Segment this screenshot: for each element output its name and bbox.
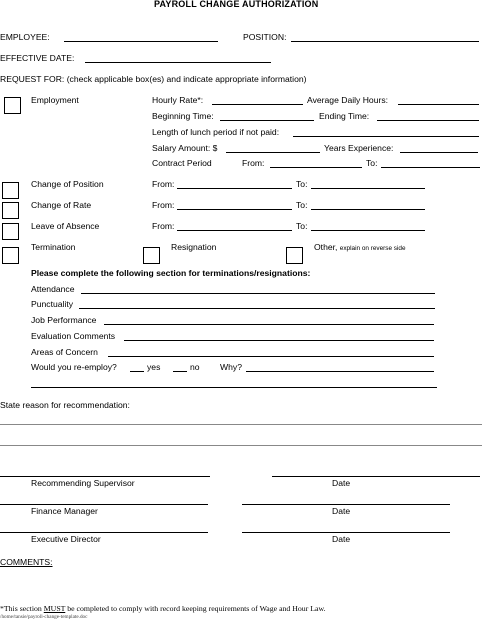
- footnote-prefix: *This section: [0, 604, 44, 613]
- other-note: explain on reverse side: [339, 245, 406, 252]
- contract-from-field[interactable]: [270, 167, 362, 168]
- other-label: [314, 243, 406, 252]
- resignation-checkbox[interactable]: [143, 247, 160, 264]
- reemploy-no-field[interactable]: [173, 371, 187, 372]
- reemploy-label: Would you re-employ?: [31, 362, 117, 372]
- change-rate-checkbox[interactable]: [2, 202, 19, 219]
- why-field[interactable]: [246, 371, 434, 372]
- change-position-label: Change of Position: [31, 179, 104, 189]
- attendance-label: Attendance: [31, 284, 75, 294]
- supervisor-signature-line[interactable]: [0, 476, 210, 477]
- comments-label: COMMENTS:: [0, 557, 53, 567]
- finance-signature-line[interactable]: [0, 504, 208, 505]
- finance-date-line[interactable]: [242, 504, 450, 505]
- why-label: Why?: [220, 362, 242, 372]
- finance-date-label: Date: [332, 506, 351, 516]
- resignation-label: Resignation: [171, 242, 217, 252]
- job-performance-label: Job Performance: [31, 315, 97, 325]
- leave-absence-label: Leave of Absence: [31, 221, 100, 231]
- reason-line-1[interactable]: [0, 424, 482, 425]
- change-position-from-field[interactable]: [177, 188, 292, 189]
- hourly-rate-field[interactable]: [212, 104, 303, 105]
- years-experience-field[interactable]: [400, 152, 478, 153]
- punctuality-field[interactable]: [79, 308, 435, 309]
- evaluation-comments-field[interactable]: [124, 340, 434, 341]
- lunch-period-field[interactable]: [293, 136, 479, 137]
- effective-date-field[interactable]: [85, 62, 271, 63]
- other-checkbox[interactable]: [286, 247, 303, 264]
- areas-of-concern-field[interactable]: [108, 356, 434, 357]
- avg-daily-hours-label: Average Daily Hours:: [307, 95, 389, 105]
- other-label-text: Other,: [314, 242, 338, 252]
- leave-absence-to-label: To:: [296, 221, 308, 231]
- contract-to-label: To:: [366, 158, 378, 168]
- beginning-time-field[interactable]: [220, 120, 314, 121]
- employee-field[interactable]: [64, 41, 218, 42]
- change-position-checkbox[interactable]: [2, 182, 19, 199]
- position-field[interactable]: [291, 41, 479, 42]
- leave-absence-from-label: From:: [152, 221, 175, 231]
- file-path: /home/tansie/payroll-change-template.doc: [0, 614, 88, 620]
- beginning-time-label: Beginning Time:: [152, 111, 214, 121]
- hourly-rate-label: Hourly Rate*:: [152, 95, 204, 105]
- position-label: POSITION:: [243, 32, 287, 42]
- avg-daily-hours-field[interactable]: [398, 104, 479, 105]
- change-rate-from-label: From:: [152, 200, 175, 210]
- areas-of-concern-label: Areas of Concern: [31, 347, 98, 357]
- form-title: PAYROLL CHANGE AUTHORIZATION: [154, 0, 319, 9]
- lunch-period-label: Length of lunch period if not paid:: [152, 127, 280, 137]
- recommending-supervisor-label: Recommending Supervisor: [31, 478, 135, 488]
- supervisor-date-label: Date: [332, 478, 351, 488]
- change-rate-to-label: To:: [296, 200, 308, 210]
- change-position-to-field[interactable]: [311, 188, 425, 189]
- supervisor-date-line[interactable]: [272, 476, 480, 477]
- termination-label: Termination: [31, 242, 76, 252]
- why-continued-line[interactable]: [31, 387, 437, 388]
- evaluation-comments-label: Evaluation Comments: [31, 331, 116, 341]
- reemploy-yes-label: yes: [147, 362, 161, 372]
- change-rate-label: Change of Rate: [31, 200, 92, 210]
- punctuality-label: Punctuality: [31, 299, 74, 309]
- footnote: [0, 605, 326, 613]
- leave-absence-from-field[interactable]: [177, 230, 292, 231]
- executive-director-label: Executive Director: [31, 534, 101, 544]
- contract-from-label: From:: [242, 158, 265, 168]
- leave-absence-to-field[interactable]: [311, 230, 425, 231]
- employment-checkbox[interactable]: [4, 97, 21, 114]
- employee-label: EMPLOYEE:: [0, 32, 50, 42]
- reason-line-2[interactable]: [0, 445, 482, 446]
- contract-to-field[interactable]: [381, 167, 480, 168]
- reemploy-yes-field[interactable]: [130, 371, 144, 372]
- contract-period-label: Contract Period: [152, 158, 212, 168]
- section-heading: Please complete the following section for terminations/resignations:: [31, 268, 311, 278]
- change-rate-from-field[interactable]: [177, 209, 292, 210]
- salary-amount-field[interactable]: [226, 152, 320, 153]
- change-rate-to-field[interactable]: [311, 209, 425, 210]
- attendance-field[interactable]: [81, 293, 435, 294]
- footnote-suffix: be completed to comply with record keeping requirements of Wage and Hour Law.: [65, 604, 326, 613]
- effective-date-label: EFFECTIVE DATE:: [0, 53, 75, 63]
- finance-manager-label: Finance Manager: [31, 506, 98, 516]
- ending-time-label: Ending Time:: [319, 111, 370, 121]
- years-experience-label: Years Experience:: [324, 143, 394, 153]
- termination-checkbox[interactable]: [2, 247, 19, 264]
- executive-date-line[interactable]: [242, 532, 450, 533]
- reemploy-no-label: no: [190, 362, 200, 372]
- executive-date-label: Date: [332, 534, 351, 544]
- change-position-to-label: To:: [296, 179, 308, 189]
- footnote-must: MUST: [43, 604, 66, 613]
- leave-absence-checkbox[interactable]: [2, 223, 19, 240]
- state-reason-label: State reason for recommendation:: [0, 400, 130, 410]
- change-position-from-label: From:: [152, 179, 175, 189]
- request-for-instructions: REQUEST FOR: (check applicable box(es) and indicate appropriate information): [0, 74, 307, 84]
- ending-time-field[interactable]: [377, 120, 479, 121]
- employment-label: Employment: [31, 95, 79, 105]
- salary-amount-label: Salary Amount: $: [152, 143, 218, 153]
- job-performance-field[interactable]: [104, 324, 434, 325]
- executive-signature-line[interactable]: [0, 532, 208, 533]
